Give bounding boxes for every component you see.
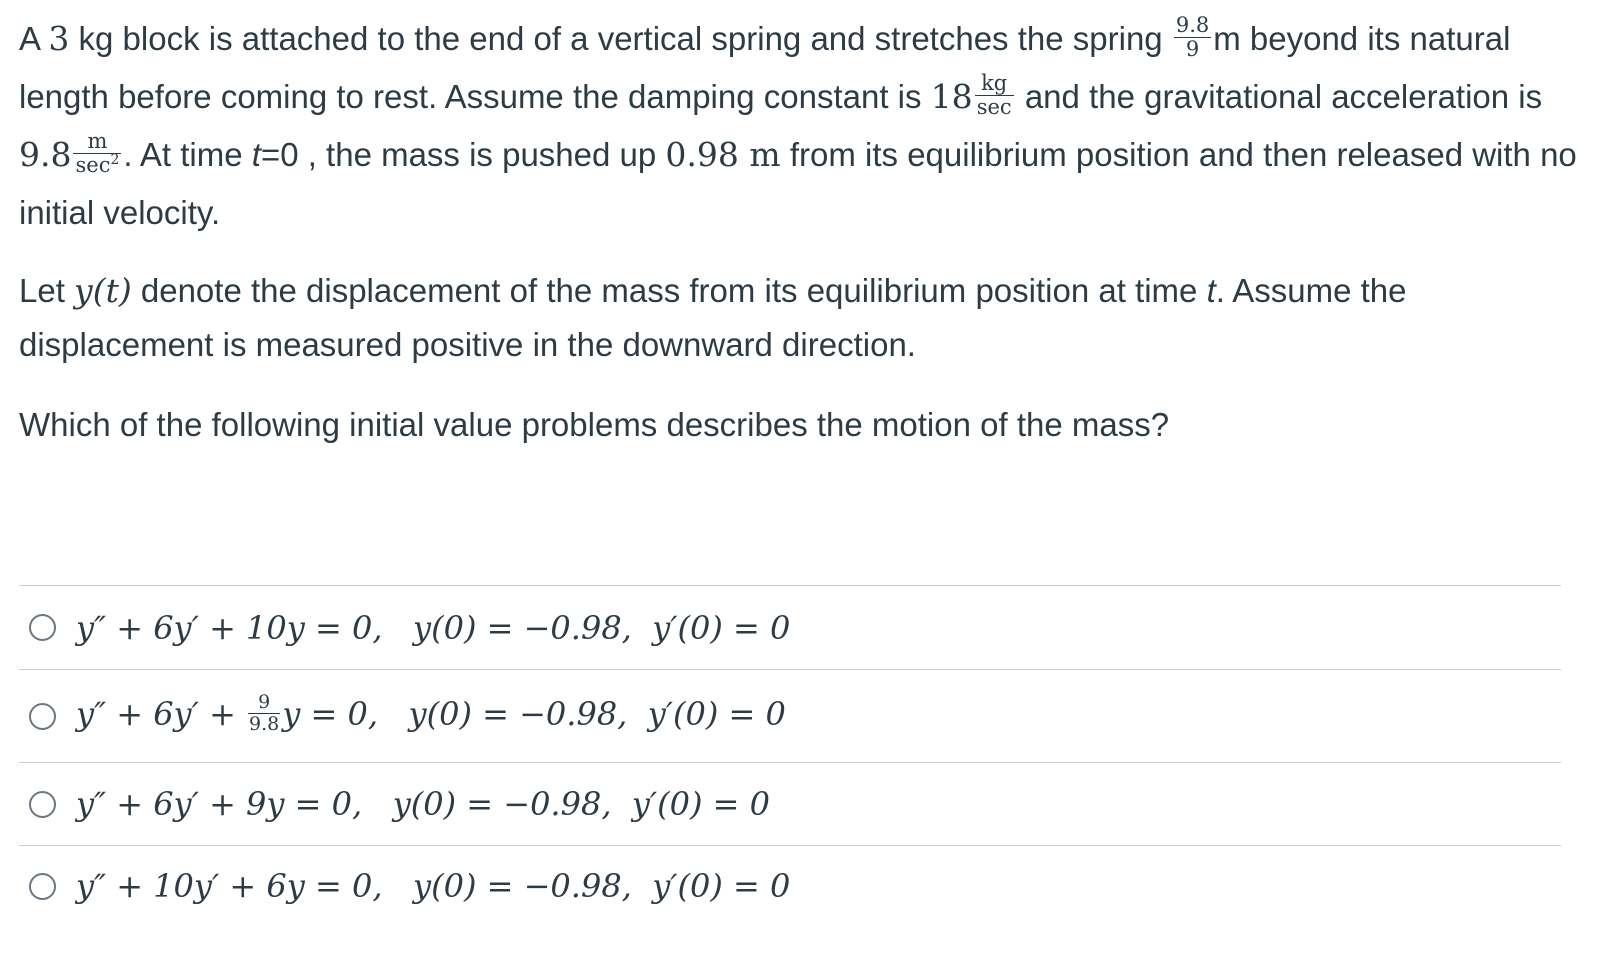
answer-equation [76,609,790,647]
question-paragraph-2 [19,264,1594,372]
differential-equation: y″ + 10y′ + 6y = 0, [76,867,383,905]
text: m beyond its natural length before coming to rest. Assume the damping constant is [19,20,1511,115]
fraction-denominator: sec [976,94,1012,119]
radio-button[interactable] [29,791,56,818]
text: and the gravitational acceleration is [1015,78,1543,115]
text: kg block is attached to the end of a vertical spring and stretches the spring [69,20,1172,57]
fraction-denominator: 9.8 [249,712,280,735]
text: =0 , the mass is pushed up [260,136,666,173]
fraction-numerator: 9.8 [1175,12,1210,37]
initial-conditions: y(0) = −0.98, y′(0) = 0 [408,694,786,733]
gravity-value: 9.8 [19,135,72,174]
fraction-denominator [73,151,121,177]
radio-button[interactable] [29,614,56,641]
radio-button[interactable] [29,873,56,900]
question-text [19,10,1594,452]
fraction-numerator: 9 [248,692,280,714]
fraction-numerator: kg [975,72,1014,96]
text: A [19,20,49,57]
initial-conditions: y(0) = −0.98, y′(0) = 0 [413,608,791,647]
denominator-base: sec [75,152,111,177]
text: from its equilibrium position and then released with no initial velocity. [19,136,1577,231]
text: . Assume the displacement is measured positive in the downward direction. [19,272,1407,363]
push-distance: 0.98 m [665,135,781,174]
text: denote the displacement of the mass from its equilibrium position at time [131,272,1207,309]
question-prompt: Which of the following initial value problems describes the motion of the mass? [19,406,1170,443]
damping-value: 18 [930,77,973,116]
time-variable: t [1206,272,1216,309]
denominator-exponent: 2 [110,151,120,168]
text: . At time [123,136,252,173]
damping-unit-fraction [975,72,1014,119]
initial-conditions: y(0) = −0.98, y′(0) = 0 [392,785,771,823]
radio-button[interactable] [29,703,56,730]
initial-conditions: y(0) = −0.98, y′(0) = 0 [413,867,791,905]
coefficient-fraction [248,692,280,735]
differential-equation: y″ + 6y′ + 9y = 0, [76,785,363,823]
answer-list [19,585,1561,926]
mass-value: 3 [48,19,70,58]
fraction-numerator: m [73,130,121,154]
differential-equation-part: y = 0, [282,694,379,733]
displacement-function: y(t) [74,271,132,310]
time-variable: t [251,136,261,173]
differential-equation: y″ + 6y′ + 10y = 0, [76,608,383,647]
answer-option-2[interactable] [19,669,1561,762]
text: Let [19,272,75,309]
answer-option-3[interactable] [19,762,1561,845]
answer-equation [76,690,786,738]
answer-equation [76,785,770,823]
answer-option-4[interactable] [19,845,1561,926]
stretch-fraction [1174,14,1211,61]
question-paragraph-1 [19,10,1594,242]
differential-equation-part: y″ + 6y′ + [76,694,247,733]
answer-equation [76,867,790,905]
answer-option-1[interactable] [19,585,1561,669]
fraction-denominator: 9 [1185,36,1200,61]
gravity-unit-fraction [73,130,121,177]
